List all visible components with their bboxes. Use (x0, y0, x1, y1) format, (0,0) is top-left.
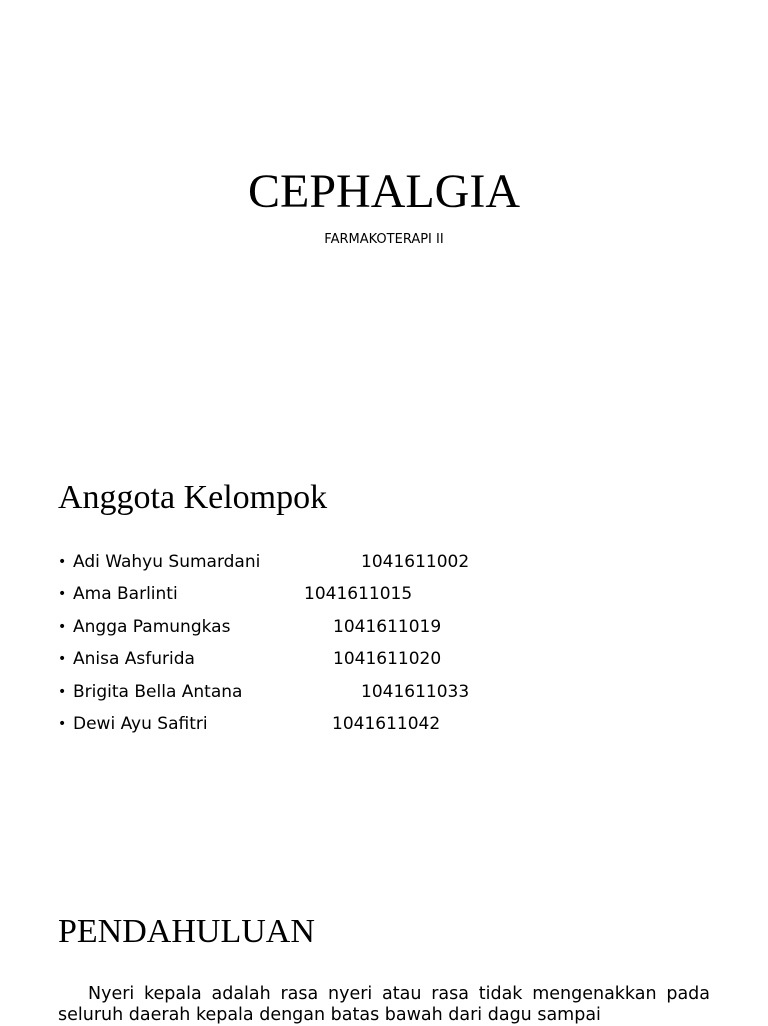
presentation-title: CEPHALGIA (248, 165, 520, 218)
bullet-icon: • (58, 554, 67, 570)
member-nim: 1041611015 (304, 584, 413, 605)
intro-slide (0, 896, 768, 1024)
title-slide (0, 0, 768, 432)
intro-paragraph: Nyeri kepala adalah rasa nyeri atau rasa tidak mengenakkan pada seluruh daerah kepala dengan batas bawah dari dagu sampai (58, 984, 710, 1025)
member-name: Anisa Asfurida (73, 649, 195, 670)
bullet-icon: • (58, 618, 67, 635)
member-nim: 1041611019 (333, 616, 442, 637)
member-nim: 1041611020 (333, 649, 442, 670)
member-nim: 1041611002 (361, 552, 470, 572)
member-nim: 1041611042 (332, 713, 441, 734)
bullet-icon: • (58, 715, 67, 732)
bullet-icon: • (58, 651, 67, 668)
bullet-icon: • (58, 586, 67, 603)
member-name: Dewi Ayu Safitri (73, 713, 208, 734)
bullet-icon: • (58, 683, 67, 700)
member-name: Ama Barlinti (73, 584, 178, 605)
member-nim: 1041611033 (361, 681, 470, 702)
member-name: Adi Wahyu Sumardani (73, 552, 261, 572)
member-name: Angga Pamungkas (73, 616, 231, 637)
members-slide (0, 460, 768, 880)
intro-heading: PENDAHULUAN (58, 913, 315, 950)
members-heading: Anggota Kelompok (58, 479, 328, 516)
presentation-subtitle: FARMAKOTERAPI II (324, 232, 444, 247)
member-name: Brigita Bella Antana (73, 681, 243, 702)
